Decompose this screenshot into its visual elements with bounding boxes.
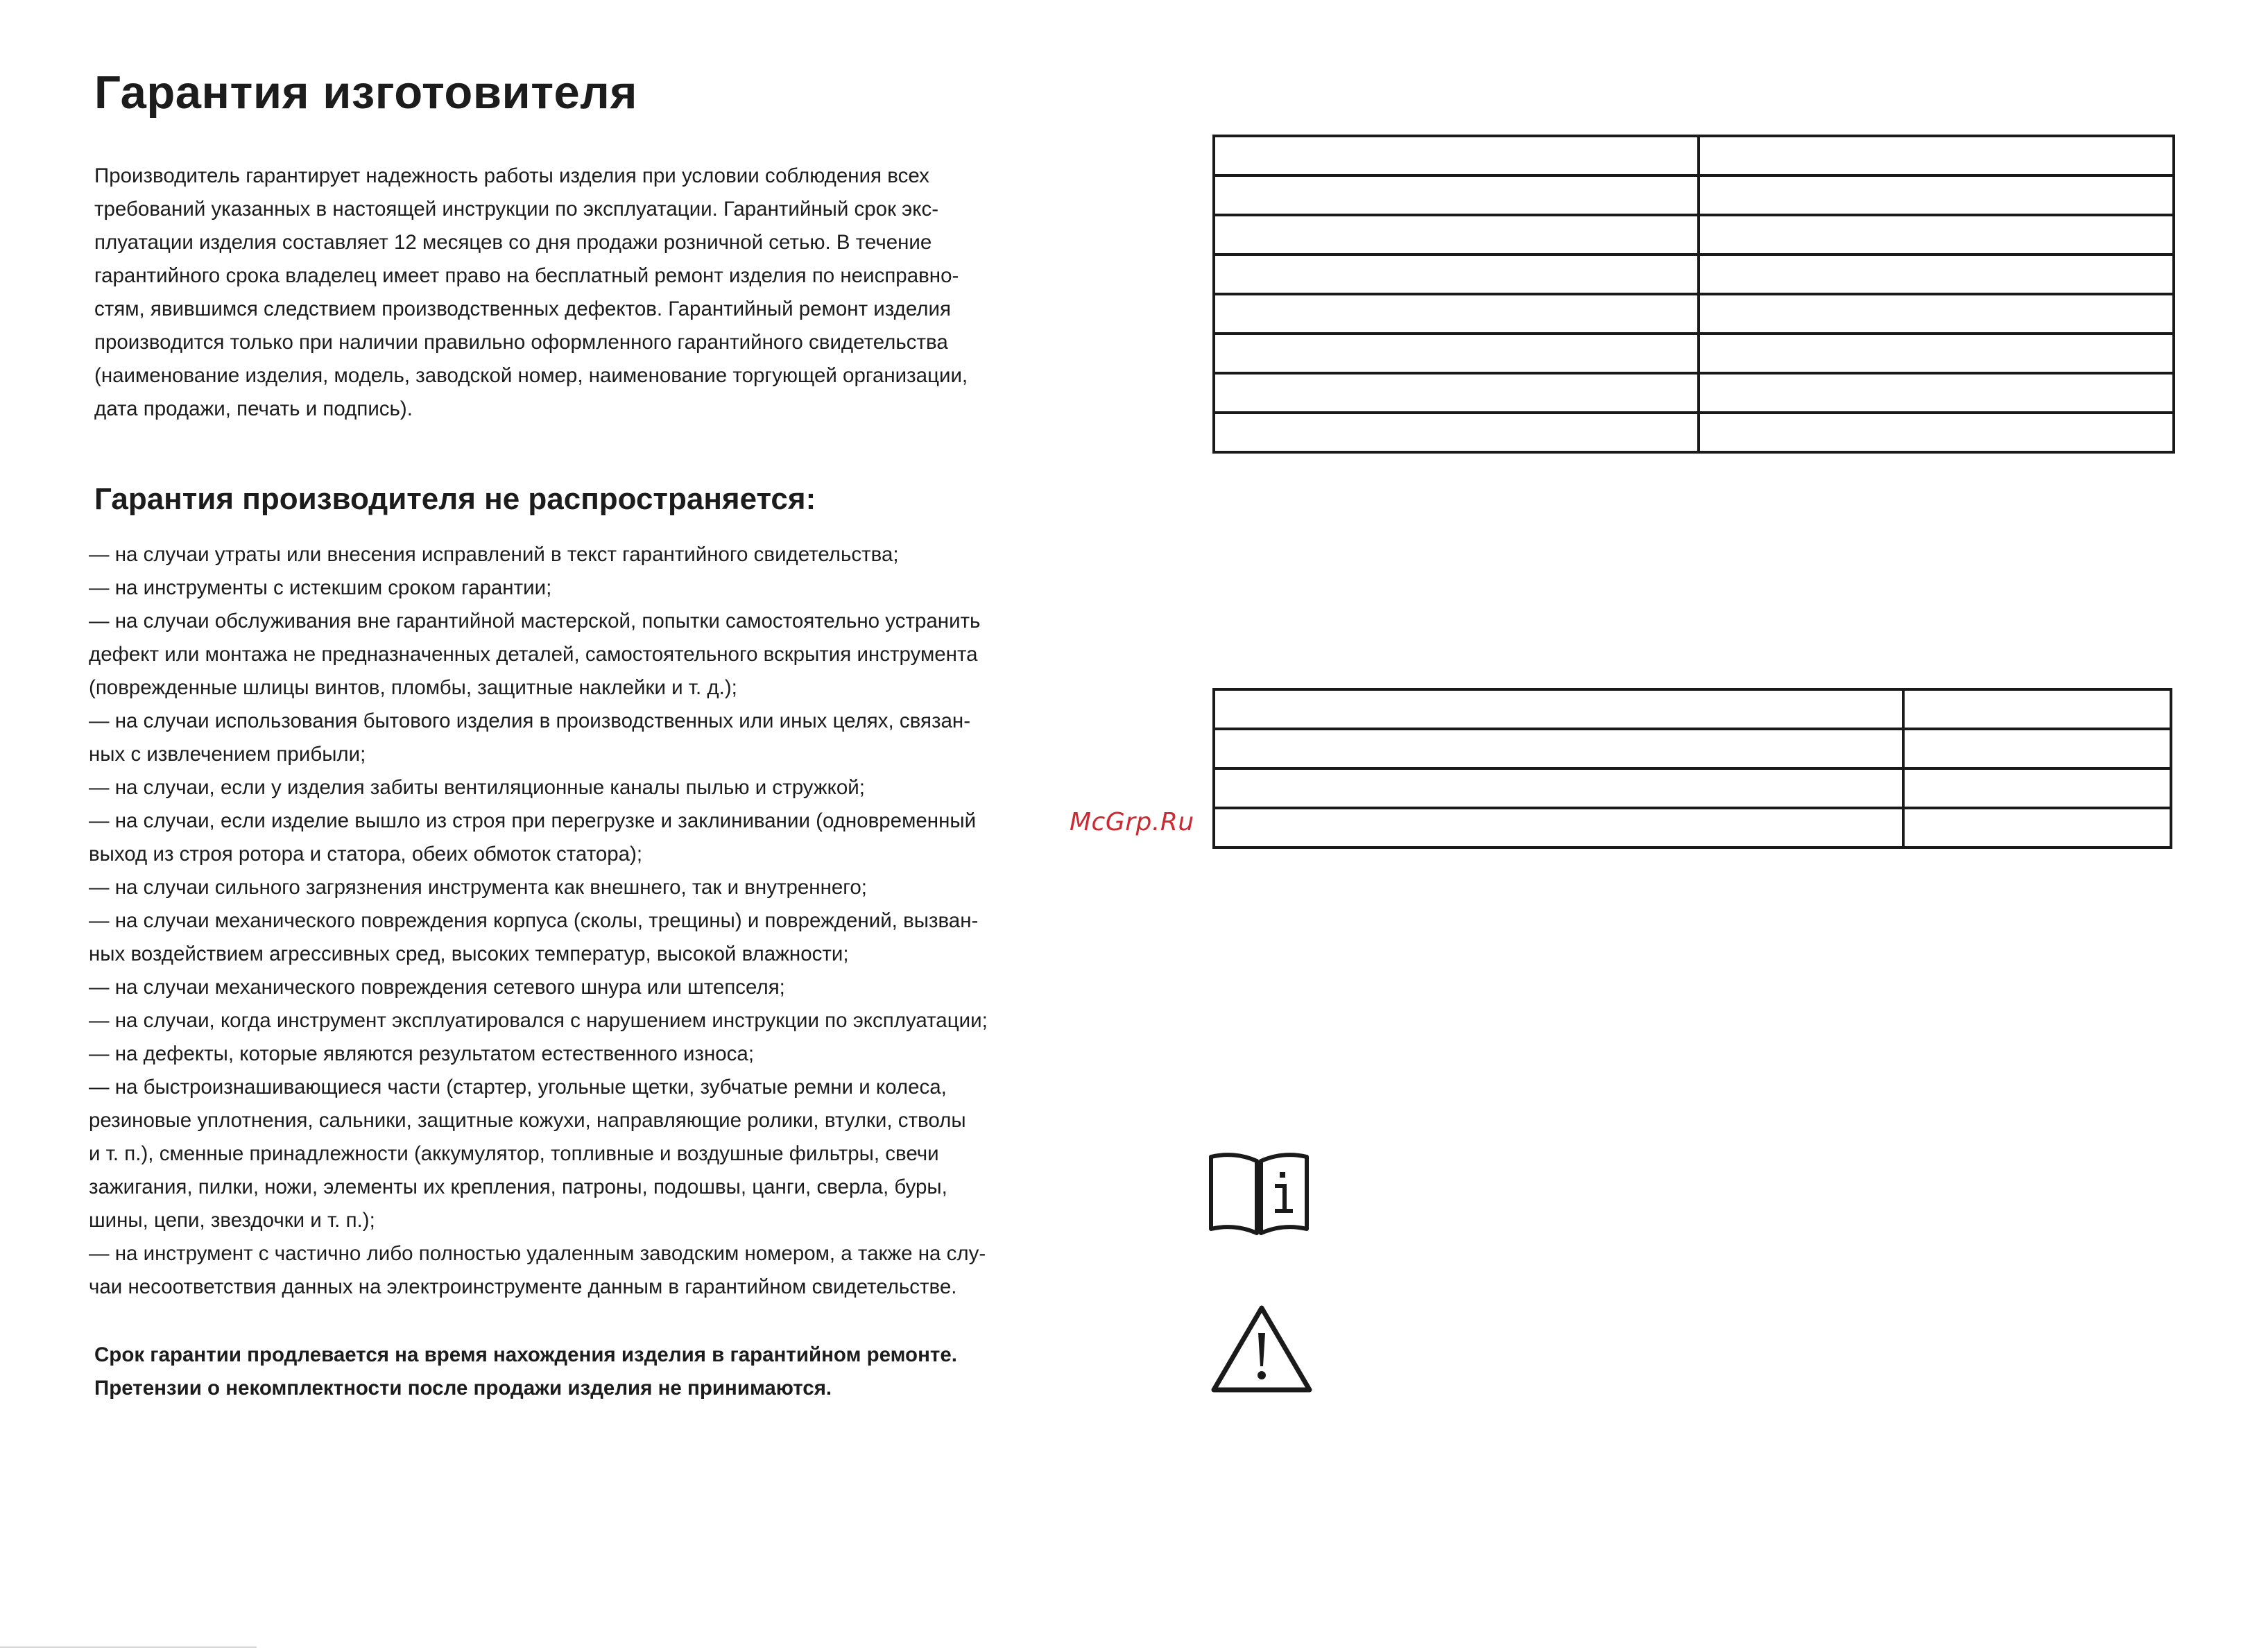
table-cell[interactable] (1699, 136, 2174, 175)
watermark: McGrp.Ru (1070, 808, 1194, 836)
left-column (94, 67, 1065, 516)
exclusion-item: ных с извлечением прибыли; (89, 743, 366, 766)
warranty-table-row (1214, 175, 2174, 215)
open-book-info-icon (1207, 1151, 1311, 1241)
exclusion-item: — на случаи, когда инструмент эксплуатировался с нарушением инструкции по эксплуатации; (89, 1009, 988, 1032)
table-cell[interactable] (1903, 729, 2171, 768)
intro-line: Производитель гарантирует надежность работы изделия при условии соблюдения всех (94, 164, 929, 187)
exclusion-item: резиновые уплотнения, сальники, защитные кожухи, направляющие ролики, втулки, стволы (89, 1109, 966, 1132)
exclusion-item: ных воздействием агрессивных сред, высоких температур, высокой влажности; (89, 943, 849, 965)
exclusion-item: (поврежденные шлицы винтов, пломбы, защитные наклейки и т. д.); (89, 676, 737, 699)
exclusion-item: — на случаи механического повреждения сетевого шнура или штепселя; (89, 976, 785, 999)
table-cell[interactable] (1214, 255, 1699, 294)
exclusion-item: зажигания, пилки, ножи, элементы их крепления, патроны, подошвы, цанги, сверла, буры, (89, 1176, 947, 1198)
repair-record-table (1212, 688, 2172, 849)
table-cell[interactable] (1699, 255, 2174, 294)
table-cell[interactable] (1699, 413, 2174, 452)
intro-line: требований указанных в настоящей инструкции по эксплуатации. Гарантийный срок экс- (94, 198, 939, 221)
exclusion-item: — на случаи, если у изделия забиты вентиляционные каналы пылью и стружкой; (89, 776, 865, 799)
warranty-table-row (1214, 334, 2174, 373)
intro-line: дата продажи, печать и подпись). (94, 397, 413, 420)
table-cell[interactable] (1214, 175, 1699, 215)
exclusion-item: и т. п.), сменные принадлежности (аккумулятор, топливные и воздушные фильтры, свечи (89, 1142, 939, 1165)
warranty-table-row (1214, 215, 2174, 255)
repair-table-row (1214, 689, 2171, 729)
exclusion-item: — на случаи механического повреждения корпуса (сколы, трещины) и повреждений, вызван- (89, 909, 979, 932)
repair-table-row (1214, 768, 2171, 808)
intro-line: (наименование изделия, модель, заводской номер, наименование торгующей организации, (94, 364, 968, 387)
table-cell[interactable] (1214, 768, 1903, 808)
warranty-table-row (1214, 373, 2174, 413)
warranty-table-row (1214, 294, 2174, 334)
note-line: Срок гарантии продлевается на время нахождения изделия в гарантийном ремонте. (94, 1343, 957, 1366)
exclusion-item: — на инструмент с частично либо полностью удаленным заводским номером, а также на слу- (89, 1242, 986, 1265)
warning-triangle-icon (1210, 1304, 1314, 1394)
table-cell[interactable] (1214, 808, 1903, 847)
table-cell[interactable] (1214, 334, 1699, 373)
exclusion-item: — на инструменты с истекшим сроком гарантии; (89, 576, 552, 599)
warranty-table-row (1214, 255, 2174, 294)
table-cell[interactable] (1214, 294, 1699, 334)
intro-line: плуатации изделия составляет 12 месяцев со дня продажи розничной сетью. В течение (94, 231, 932, 254)
intro-paragraph (94, 160, 1065, 426)
table-cell[interactable] (1699, 215, 2174, 255)
table-cell[interactable] (1214, 136, 1699, 175)
warranty-note (94, 1339, 1079, 1405)
page-title: Гарантия изготовителя (94, 67, 637, 119)
table-cell[interactable] (1214, 729, 1903, 768)
table-cell[interactable] (1214, 689, 1903, 729)
intro-line: производится только при наличии правильно оформленного гарантийного свидетельства (94, 331, 948, 354)
warranty-table-row (1214, 136, 2174, 175)
exclusion-item: — на дефекты, которые являются результатом естественного износа; (89, 1042, 755, 1065)
table-cell[interactable] (1214, 373, 1699, 413)
footer-rule (0, 1646, 257, 1648)
intro-line: стям, явившимся следствием производственных дефектов. Гарантийный ремонт изделия (94, 298, 951, 320)
exclusions-list (89, 538, 1074, 1304)
exclusion-item: шины, цепи, звездочки и т. п.); (89, 1209, 375, 1232)
exclusion-item: — на случаи использования бытового изделия в производственных или иных целях, связан- (89, 709, 971, 732)
warranty-card-table (1212, 135, 2175, 454)
repair-table-row (1214, 808, 2171, 847)
note-line: Претензии о некомплектности после продажи изделия не принимаются. (94, 1377, 832, 1400)
exclusion-item: — на быстроизнашивающиеся части (стартер, угольные щетки, зубчатые ремни и колеса, (89, 1076, 947, 1099)
table-cell[interactable] (1699, 175, 2174, 215)
warranty-table-row (1214, 413, 2174, 452)
exclusion-item: — на случаи утраты или внесения исправлений в текст гарантийного свидетельства; (89, 543, 899, 566)
table-cell[interactable] (1903, 808, 2171, 847)
table-cell[interactable] (1903, 689, 2171, 729)
exclusion-item: — на случаи сильного загрязнения инструмента как внешнего, так и внутреннего; (89, 876, 867, 899)
table-cell[interactable] (1214, 413, 1699, 452)
intro-line: гарантийного срока владелец имеет право на бесплатный ремонт изделия по неисправно- (94, 264, 959, 287)
exclusion-item: выход из строя ротора и статора, обеих обмоток статора); (89, 843, 643, 866)
exclusion-item: дефект или монтажа не предназначенных деталей, самостоятельного вскрытия инструмента (89, 643, 978, 666)
repair-table-row (1214, 729, 2171, 768)
table-cell[interactable] (1903, 768, 2171, 808)
table-cell[interactable] (1699, 334, 2174, 373)
exclusions-heading: Гарантия производителя не распространяется: (94, 482, 816, 516)
table-cell[interactable] (1699, 294, 2174, 334)
exclusion-item: — на случаи, если изделие вышло из строя при перегрузке и заклинивании (одновременный (89, 809, 977, 832)
exclusion-item: чаи несоответствия данных на электроинструменте данным в гарантийном свидетельстве. (89, 1275, 957, 1298)
table-cell[interactable] (1214, 215, 1699, 255)
table-cell[interactable] (1699, 373, 2174, 413)
exclusion-item: — на случаи обслуживания вне гарантийной мастерской, попытки самостоятельно устранить (89, 610, 981, 633)
